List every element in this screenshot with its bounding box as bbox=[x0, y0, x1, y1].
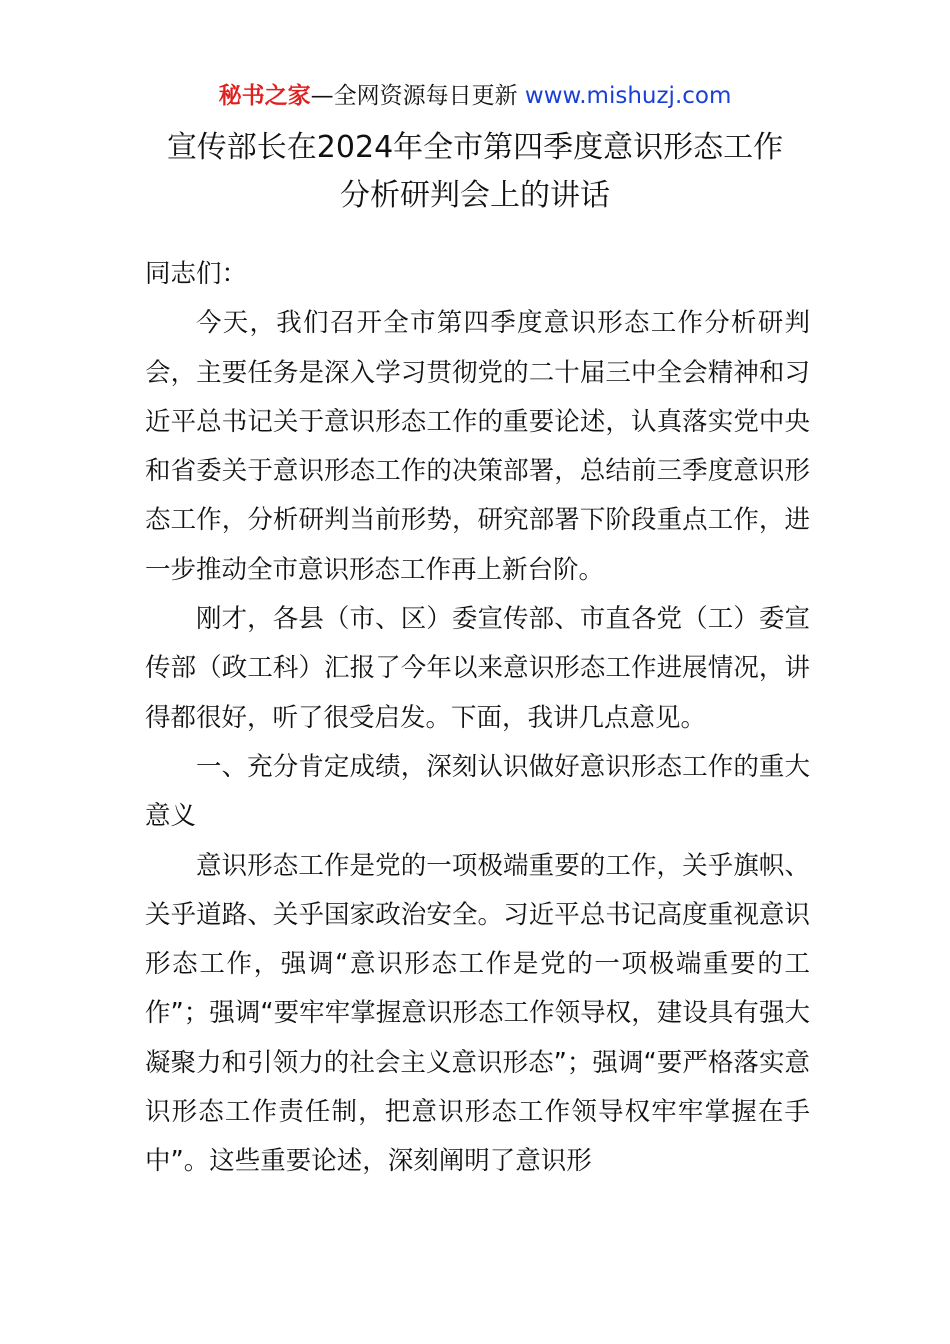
header-tagline: —全网资源每日更新 bbox=[310, 83, 525, 109]
title-line-2: 分析研判会上的讲话 bbox=[340, 178, 610, 213]
site-url-link[interactable]: www.mishuzj.com bbox=[524, 83, 732, 109]
section-heading-1: 一、充分肯定成绩，深刻认识做好意识形态工作的重大意义 bbox=[145, 751, 810, 832]
brand-name: 秘书之家 bbox=[218, 83, 311, 109]
paragraph-significance: 意识形态工作是党的一项极端重要的工作，关乎旗帜、关乎道路、关乎国家政治安全。习近平总书记高度重视意识形态工作，强调“意识形态工作是党的一项极端重要的工作”；强调“要牢牢掌握意识形态工作领导权，建设具有强大凝聚力和引领力的社会主义意识形态”；强调“要严格落实意识形态工作责任制，把意识形态工作领导权牢牢掌握在手中”。这些重要论述，深刻阐明了意识形 bbox=[145, 850, 810, 1177]
paragraph-reports: 刚才，各县（市、区）委宣传部、市直各党（工）委宣传部（政工科）汇报了今年以来意识形态工作进展情况，讲得都很好，听了很受启发。下面，我讲几点意见。 bbox=[145, 604, 810, 733]
title-line-1: 宣传部长在2024年全市第四季度意识形态工作 bbox=[166, 130, 784, 165]
site-header bbox=[0, 80, 950, 112]
document-body bbox=[145, 250, 810, 1187]
paragraph-opening: 今天，我们召开全市第四季度意识形态工作分析研判会，主要任务是深入学习贯彻党的二十届三中全会精神和习近平总书记关于意识形态工作的重要论述，认真落实党中央和省委关于意识形态工作的决策部署，总结前三季度意识形态工作，分析研判当前形势，研究部署下阶段重点工作，进一步推动全市意识形态工作再上新台阶。 bbox=[145, 308, 810, 585]
document-title bbox=[100, 124, 850, 220]
salutation: 同志们： bbox=[145, 259, 248, 289]
